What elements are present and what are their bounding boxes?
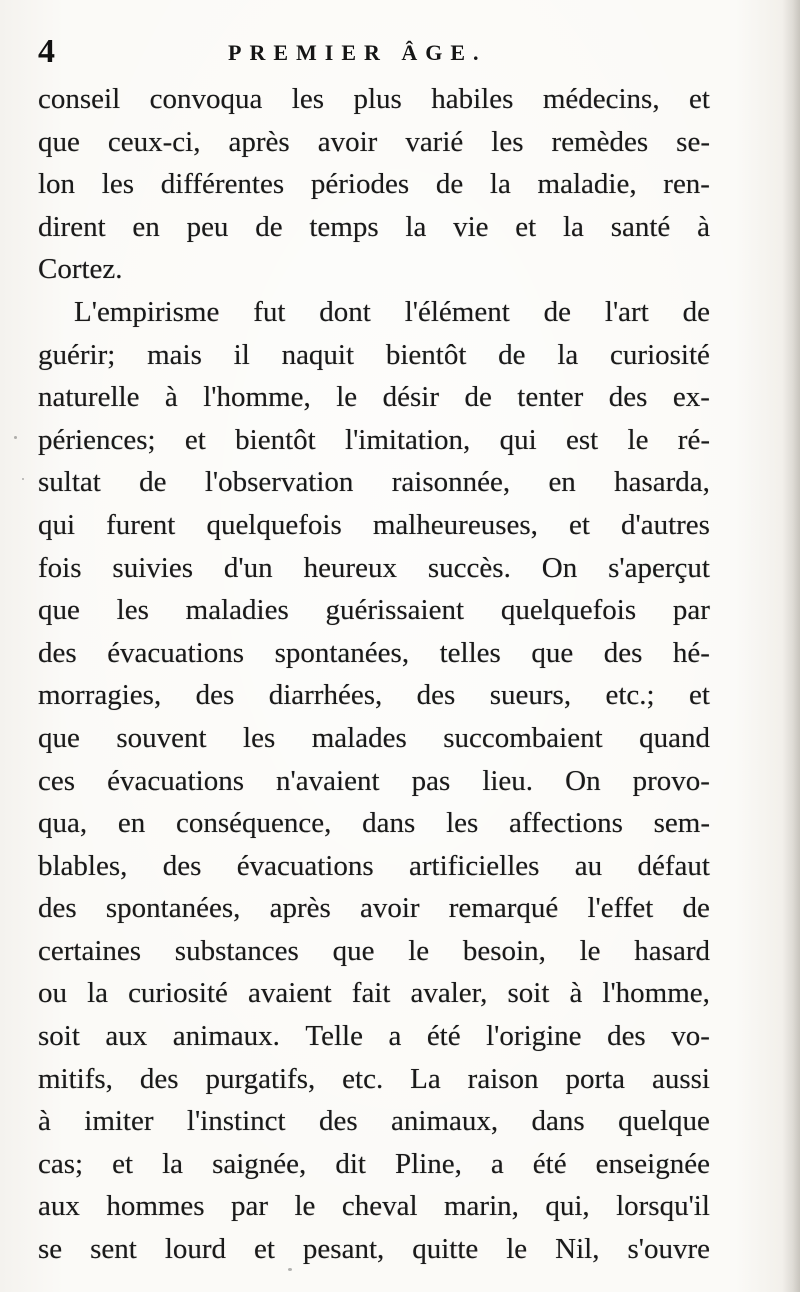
text-line xyxy=(38,334,710,377)
text-word: succès. xyxy=(427,551,511,584)
text-word: qui xyxy=(499,423,537,456)
text-word: les xyxy=(491,125,524,158)
text-word: le xyxy=(408,934,430,967)
text-word: l'homme, xyxy=(602,977,710,1010)
text-word: l'observation xyxy=(204,466,354,499)
text-word: des xyxy=(607,1020,646,1053)
text-word: est xyxy=(565,423,599,456)
text-word: des xyxy=(139,1062,179,1095)
text-word: mais xyxy=(147,338,202,371)
text-line xyxy=(38,1143,710,1186)
text-word: l'imitation, xyxy=(345,423,471,456)
text-word: des xyxy=(38,636,77,669)
text-word: différentes xyxy=(160,168,285,201)
text-word: marin, xyxy=(443,1190,519,1223)
text-word: à xyxy=(38,1105,51,1138)
text-word: le xyxy=(506,1233,528,1266)
text-word: furent xyxy=(106,508,176,541)
text-word: aussi xyxy=(651,1062,710,1095)
text-word: les xyxy=(446,807,479,840)
text-word: avoir xyxy=(359,892,420,925)
text-word: bientôt xyxy=(385,338,467,371)
text-line xyxy=(38,163,710,206)
text-word: et xyxy=(515,210,537,243)
text-word: été xyxy=(426,1020,461,1053)
text-word: périodes xyxy=(310,168,410,201)
text-word: aux xyxy=(38,1190,80,1223)
text-word: et xyxy=(689,679,710,712)
page-edge-shadow xyxy=(782,0,800,1292)
text-word: en xyxy=(132,210,160,243)
text-word: soit xyxy=(507,977,550,1010)
body-text xyxy=(38,78,710,1271)
text-word: On xyxy=(541,551,578,584)
text-word: besoin, xyxy=(462,934,546,967)
text-word: hé- xyxy=(672,636,710,669)
text-line xyxy=(38,845,710,888)
text-word: remarqué xyxy=(448,892,559,925)
text-word: et xyxy=(568,508,590,541)
text-word: s'ouvre xyxy=(627,1233,710,1266)
text-word: été xyxy=(532,1147,567,1180)
text-word: affections xyxy=(509,807,623,840)
text-word: la xyxy=(162,1147,184,1180)
text-word: enseignée xyxy=(595,1147,710,1180)
text-word: quelquefois xyxy=(206,508,342,541)
text-line xyxy=(38,589,710,632)
text-word: évacuations xyxy=(107,636,245,669)
text-word: évacuations xyxy=(236,849,374,882)
text-word: les xyxy=(101,168,134,201)
text-word: que xyxy=(38,721,80,754)
text-word: sultat xyxy=(38,466,101,499)
text-word: guérir; xyxy=(38,338,116,371)
text-word: quand xyxy=(639,721,710,754)
text-word: hommes xyxy=(106,1190,205,1223)
text-word: remèdes xyxy=(551,125,649,158)
text-word: pas xyxy=(411,764,451,797)
text-word: conséquence, xyxy=(176,807,332,840)
text-word: de xyxy=(682,295,710,328)
text-word: quelquefois xyxy=(500,594,637,627)
text-word: sent xyxy=(90,1233,137,1266)
text-word: blables, xyxy=(38,849,128,882)
text-word: des xyxy=(162,849,202,882)
text-word: et xyxy=(689,83,710,115)
text-word: qua, xyxy=(38,807,88,840)
text-line xyxy=(38,121,710,164)
text-word: sueurs, xyxy=(489,679,572,712)
text-word: au xyxy=(574,849,603,882)
text-word: ren- xyxy=(663,168,710,201)
text-word: des xyxy=(318,1105,358,1138)
text-word: et xyxy=(112,1147,134,1180)
text-word: de xyxy=(543,295,572,328)
text-word: temps xyxy=(309,210,379,243)
text-line xyxy=(38,1185,710,1228)
text-word: naturelle xyxy=(38,381,140,414)
text-word: lorsqu'il xyxy=(616,1190,710,1223)
text-word: suivies xyxy=(112,551,193,584)
text-word: ex- xyxy=(672,381,710,414)
text-line xyxy=(38,1058,710,1101)
text-word: il xyxy=(233,338,250,371)
text-line xyxy=(38,291,710,334)
text-word: d'autres xyxy=(620,508,710,541)
text-word: de xyxy=(255,210,283,243)
text-word: conseil xyxy=(38,83,121,115)
text-word: hasard xyxy=(634,934,710,967)
text-word: que xyxy=(332,934,375,967)
text-word: quelque xyxy=(618,1105,710,1138)
text-word: après xyxy=(269,892,331,925)
text-word: Nil, xyxy=(555,1233,600,1266)
text-word: périences; xyxy=(38,423,156,456)
text-word: ou xyxy=(38,977,67,1010)
text-word: certaines xyxy=(38,934,142,967)
text-word: avaler, xyxy=(410,977,488,1010)
text-line xyxy=(38,930,710,973)
text-word: la xyxy=(405,210,427,243)
text-word: animaux. xyxy=(172,1020,280,1053)
text-word: la xyxy=(563,210,584,243)
text-word: lieu. xyxy=(482,764,534,797)
text-line xyxy=(38,760,710,803)
text-word: de xyxy=(464,381,492,414)
text-word: à xyxy=(697,210,710,243)
text-word: cheval xyxy=(341,1190,418,1223)
text-word: avoir xyxy=(317,125,378,158)
text-word: lourd xyxy=(164,1233,227,1266)
text-word: par xyxy=(672,594,710,627)
text-word: qui xyxy=(38,508,76,541)
text-word: le xyxy=(627,423,649,456)
text-word: fois xyxy=(38,551,82,584)
text-word: des xyxy=(195,679,235,712)
text-line xyxy=(38,248,710,291)
text-word: en xyxy=(548,466,576,499)
text-word: provo- xyxy=(632,764,710,797)
text-word: malheureuses, xyxy=(372,508,538,541)
text-word: aux xyxy=(105,1020,148,1053)
text-word: etc.; xyxy=(605,679,655,712)
text-word: saignée, xyxy=(212,1147,307,1180)
text-line xyxy=(38,887,710,930)
text-word: pesant, xyxy=(302,1233,385,1266)
text-word: morragies, xyxy=(38,679,162,712)
text-word: plus xyxy=(353,83,402,115)
text-word: ces xyxy=(38,764,76,797)
text-word: L'empirisme xyxy=(74,295,220,328)
text-word: de xyxy=(139,466,167,499)
text-word: qui, xyxy=(545,1190,590,1223)
text-word: etc. xyxy=(342,1062,384,1095)
text-word: varié xyxy=(405,125,464,158)
text-word: tenter xyxy=(517,381,584,414)
text-word: médecins, xyxy=(542,83,660,115)
text-word: évacuations xyxy=(107,764,244,797)
text-word: souvent xyxy=(116,721,207,754)
text-word: avaient xyxy=(247,977,332,1010)
text-word: succombaient xyxy=(443,721,603,754)
text-word: les xyxy=(116,594,149,627)
text-word: naquit xyxy=(281,338,355,371)
text-word: spontanées, xyxy=(274,636,410,669)
text-word: substances xyxy=(174,934,299,967)
text-word: des xyxy=(416,679,456,712)
text-word: que xyxy=(531,636,574,669)
text-word: de xyxy=(435,168,464,201)
text-word: les xyxy=(291,83,324,115)
text-word: dans xyxy=(362,807,416,840)
text-line xyxy=(38,674,710,717)
text-word: hasarda, xyxy=(614,466,710,499)
text-word: heureux xyxy=(303,551,397,584)
text-word: dirent xyxy=(38,210,106,243)
text-word: à xyxy=(569,977,583,1010)
text-word: a xyxy=(388,1020,402,1053)
text-word: à xyxy=(164,381,178,414)
text-word: de xyxy=(498,338,526,371)
text-line xyxy=(38,632,710,675)
text-word: diarrhées, xyxy=(268,679,383,712)
text-word: soit xyxy=(38,1020,80,1053)
text-word: se- xyxy=(676,125,710,158)
text-word: animaux, xyxy=(391,1105,499,1138)
text-word: Cortez. xyxy=(38,253,123,286)
text-word: Pline, xyxy=(394,1147,462,1180)
text-word: ceux-ci, xyxy=(107,125,201,158)
text-line xyxy=(38,972,710,1015)
text-word: le xyxy=(294,1190,316,1223)
text-word: l'art xyxy=(604,295,649,328)
text-word: dit xyxy=(335,1147,366,1180)
text-word: lon xyxy=(38,168,76,201)
text-word: convoqua xyxy=(149,83,263,115)
text-word: Telle xyxy=(305,1020,363,1053)
text-word: en xyxy=(117,807,146,840)
text-word: la xyxy=(557,338,579,371)
text-word: curiosité xyxy=(610,338,710,371)
text-word: purgatifs, xyxy=(205,1062,316,1095)
text-line xyxy=(38,1228,710,1271)
text-word: habiles xyxy=(431,83,514,115)
text-line xyxy=(38,547,710,590)
text-word: se xyxy=(38,1233,63,1266)
text-word: a xyxy=(490,1147,504,1180)
text-word: l'élément xyxy=(404,295,510,328)
text-word: le xyxy=(579,934,601,967)
running-title: PREMIER ÂGE. xyxy=(228,40,487,65)
text-word: La xyxy=(410,1062,441,1095)
text-word: ré- xyxy=(677,423,710,456)
text-word: l'origine xyxy=(486,1020,582,1053)
text-word: la xyxy=(87,977,108,1010)
text-line xyxy=(38,419,710,462)
text-word: malades xyxy=(311,721,407,754)
text-word: mitifs, xyxy=(38,1062,113,1095)
text-word: après xyxy=(228,125,290,158)
text-word: fut xyxy=(253,295,286,328)
text-word: les xyxy=(243,721,276,754)
text-line xyxy=(38,1100,710,1143)
text-word: le xyxy=(336,381,358,414)
text-word: telles xyxy=(439,636,501,669)
text-word: guérissaient xyxy=(325,594,465,627)
text-word: quitte xyxy=(412,1233,479,1266)
text-word: vie xyxy=(453,210,489,243)
text-word: que xyxy=(38,594,80,627)
text-word: l'effet xyxy=(587,892,654,925)
text-word: la xyxy=(489,168,511,201)
text-line xyxy=(38,78,710,121)
text-word: maladie, xyxy=(537,168,637,201)
page-number: 4 xyxy=(38,33,55,70)
text-word: de xyxy=(682,892,710,925)
text-word: bientôt xyxy=(235,423,316,456)
text-word: par xyxy=(231,1190,269,1223)
text-word: des xyxy=(603,636,643,669)
print-speck xyxy=(288,1268,292,1271)
running-head xyxy=(38,32,718,72)
text-word: maladies xyxy=(185,594,289,627)
text-word: raisonnée, xyxy=(391,466,511,499)
text-word: raison xyxy=(467,1062,539,1095)
print-speck xyxy=(14,436,17,439)
text-line xyxy=(38,206,710,249)
text-word: On xyxy=(565,764,601,797)
text-word: d'un xyxy=(223,551,273,584)
text-word: porta xyxy=(565,1062,626,1095)
text-line xyxy=(38,717,710,760)
text-word: désir xyxy=(382,381,439,414)
text-word: s'aperçut xyxy=(608,551,710,584)
text-line xyxy=(38,504,710,547)
text-word: des xyxy=(608,381,648,414)
text-word: n'avaient xyxy=(276,764,380,797)
text-word: et xyxy=(184,423,206,456)
text-line xyxy=(38,376,710,419)
text-word: l'instinct xyxy=(186,1105,286,1138)
text-word: défaut xyxy=(637,849,710,882)
text-word: santé xyxy=(610,210,671,243)
text-word: imiter xyxy=(84,1105,154,1138)
text-word: vo- xyxy=(671,1020,710,1053)
text-word: peu xyxy=(186,210,229,243)
text-line xyxy=(38,461,710,504)
text-word: dont xyxy=(319,295,371,328)
text-line xyxy=(38,1015,710,1058)
text-word: des xyxy=(38,892,77,925)
text-word: spontanées, xyxy=(105,892,241,925)
text-word: l'homme, xyxy=(203,381,311,414)
text-word: cas; xyxy=(38,1147,84,1180)
text-word: que xyxy=(38,125,80,158)
text-word: artificielles xyxy=(409,849,540,882)
text-word: dans xyxy=(531,1105,585,1138)
text-word: fait xyxy=(351,977,391,1010)
text-word: curiosité xyxy=(128,977,228,1010)
print-speck xyxy=(22,478,24,480)
text-word: sem- xyxy=(653,807,710,840)
text-word: et xyxy=(254,1233,275,1266)
text-line xyxy=(38,802,710,845)
